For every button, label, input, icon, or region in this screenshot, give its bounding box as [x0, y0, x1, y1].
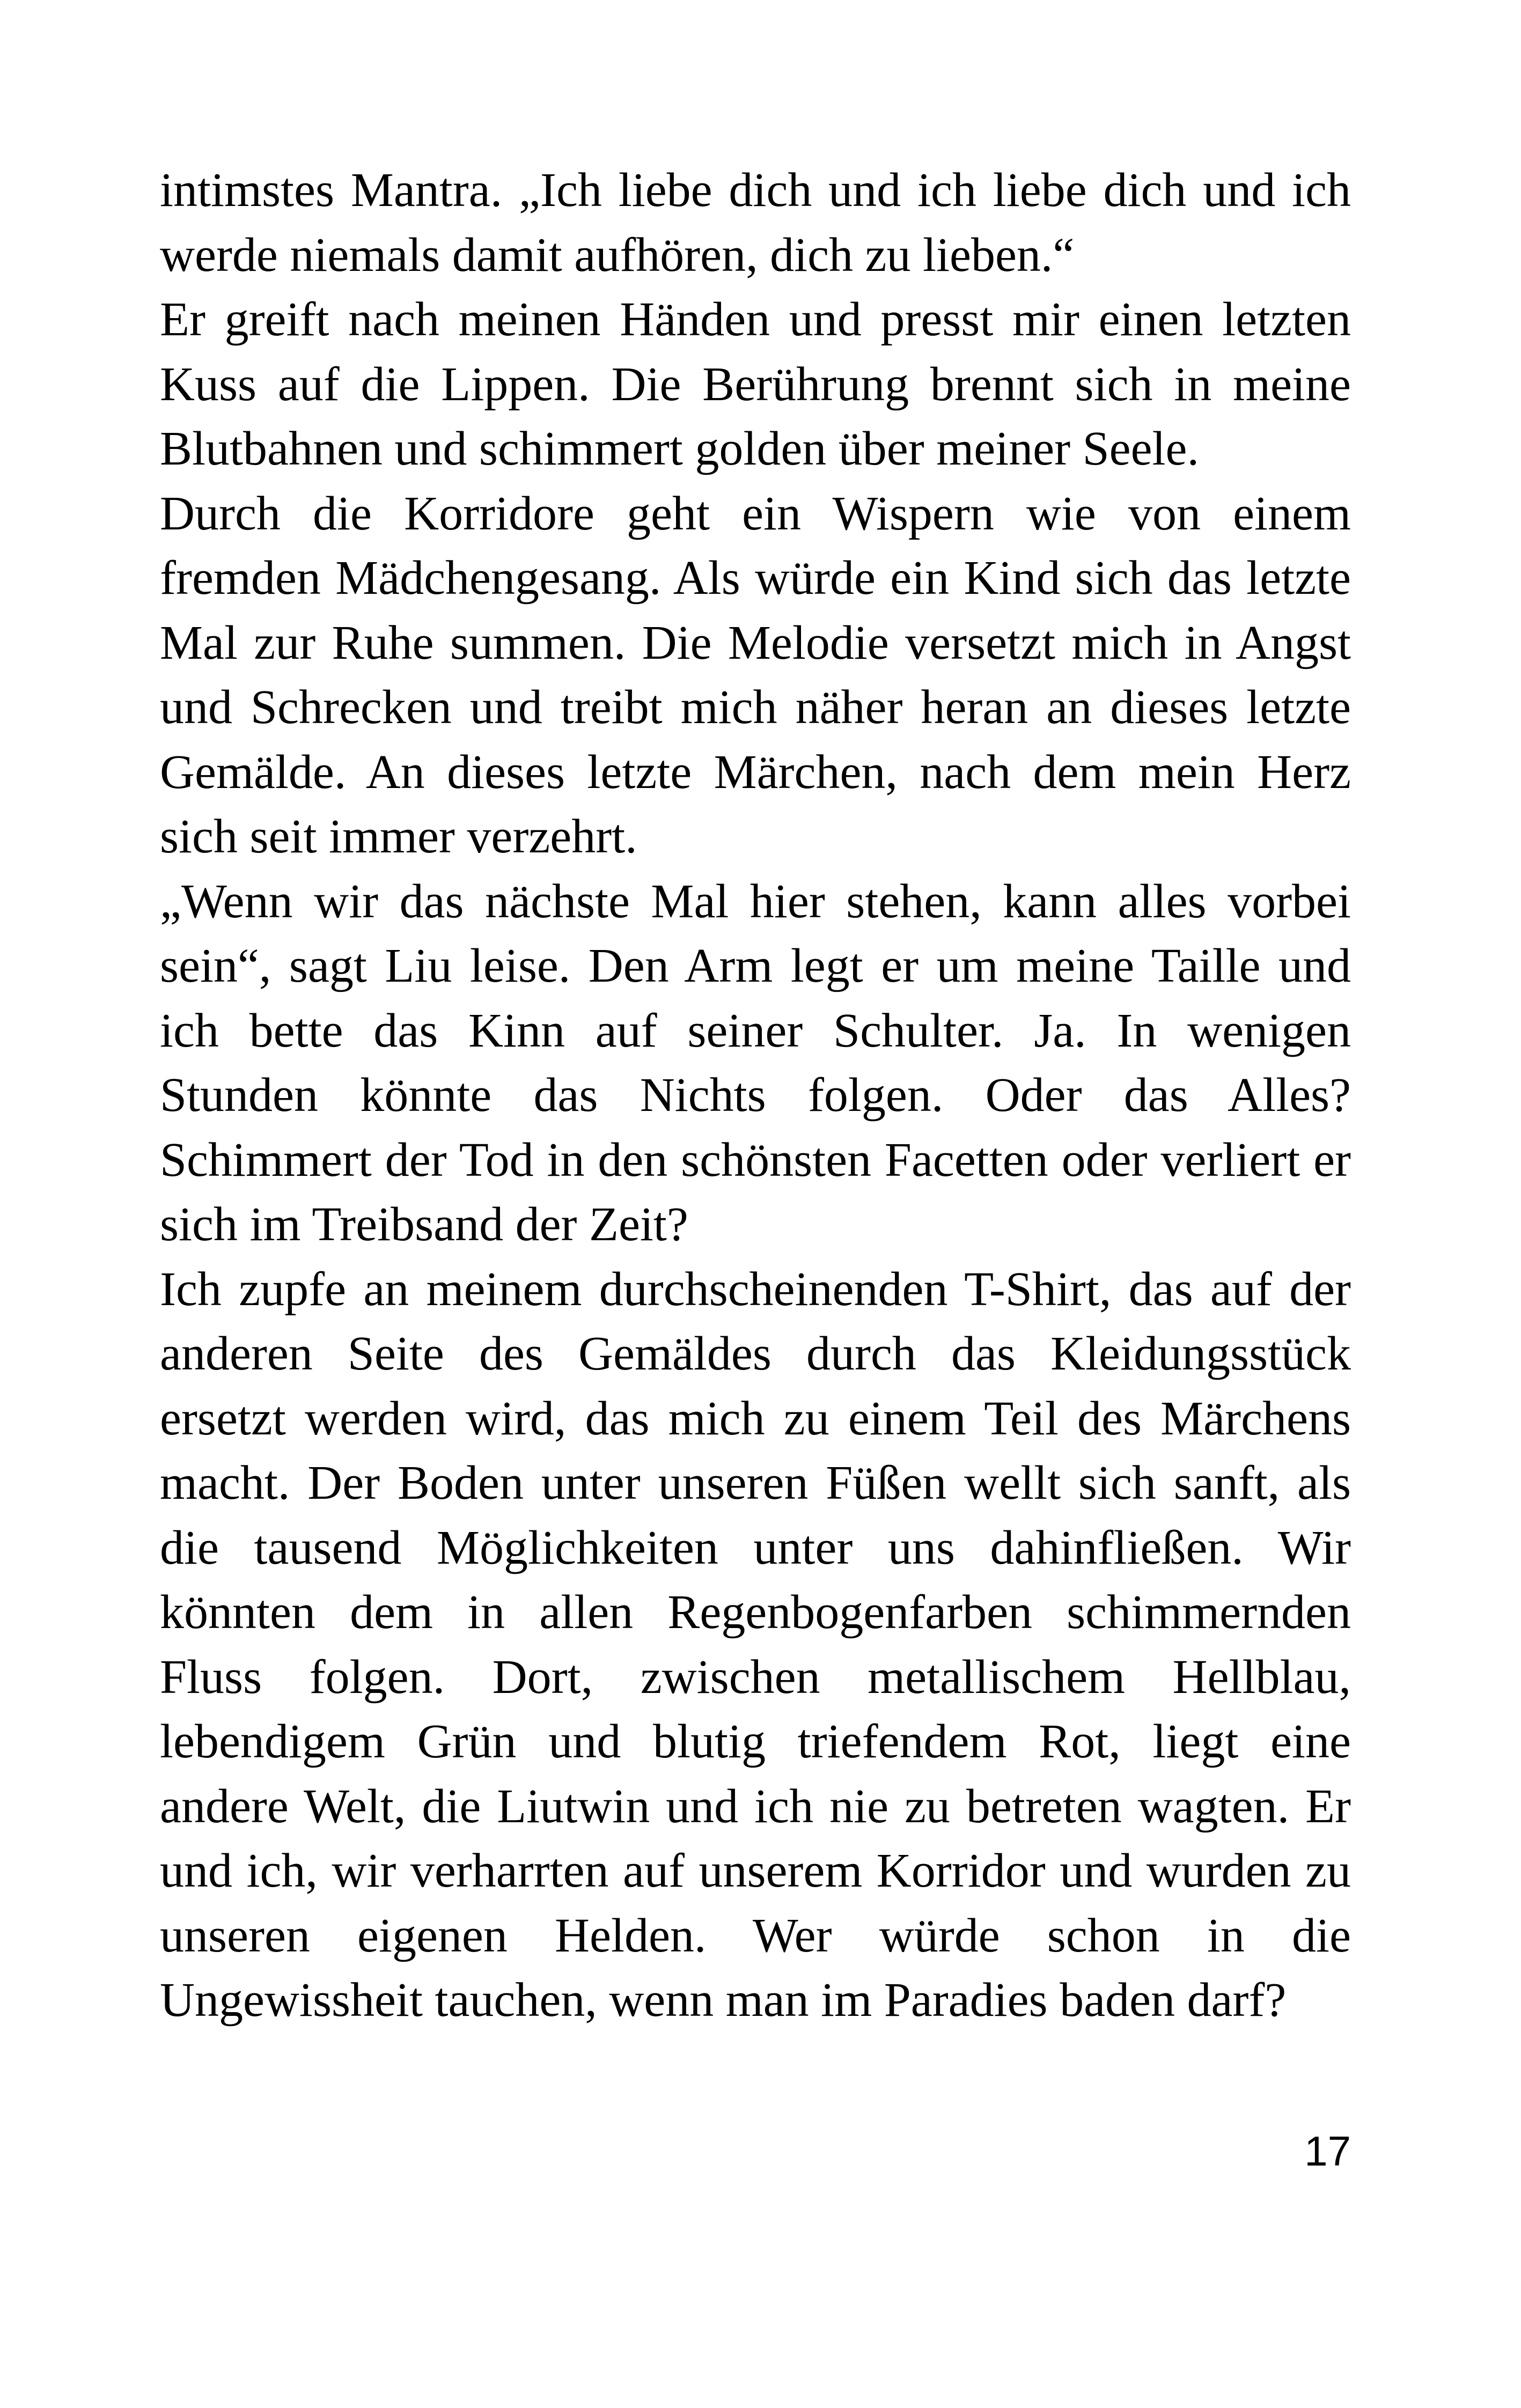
paragraph: intimstes Mantra. „Ich liebe dich und ich liebe dich und ich werde niemals damit aufhören, dich zu lieben.“ — [160, 164, 1351, 282]
body-text — [160, 158, 1351, 2033]
paragraph: Durch die Korridore geht ein Wispern wie von einem fremden Mädchengesang. Als würde ein Kind sich das letzte Mal zur Ruhe summen. Die Melodie versetzt mich in Angst und Schrecken und treibt mich näher heran an dieses letzte Gemälde. An dieses letzte Märchen, nach dem mein Herz sich seit immer verzehrt. — [160, 487, 1351, 863]
paragraph: Ich zupfe an meinem durchscheinenden T-Shirt, das auf der anderen Seite des Gemäldes durch das Kleidungsstück ersetzt werden wird, das mich zu einem Teil des Märchens macht. Der Boden unter unseren Füßen wellt sich sanft, als die tausend Möglichkeiten unter uns dahinfließen. Wir könnten dem in allen Regenbogenfarben schimmernden Fluss folgen. Dort, zwischen metallischem Hellblau, lebendigem Grün und blutig triefendem Rot, liegt eine andere Welt, die Liutwin und ich nie zu betreten wagten. Er und ich, wir verharrten auf unserem Korridor und wurden zu unseren eigenen Helden. Wer würde schon in die Ungewissheit tauchen, wenn man im Paradies baden darf? — [160, 1262, 1351, 2027]
page-number: 17 — [1304, 2127, 1351, 2175]
paragraph: „Wenn wir das nächste Mal hier stehen, kann alles vorbei sein“, sagt Liu leise. Den Arm legt er um meine Taille und ich bette das Kinn auf seiner Schulter. Ja. In wenigen Stunden könnte das Nichts folgen. Oder das Alles? Schimmert der Tod in den schönsten Facetten oder verliert er sich im Treibsand der Zeit? — [160, 874, 1351, 1251]
paragraph: Er greift nach meinen Händen und presst mir einen letzten Kuss auf die Lippen. Die Berührung brennt sich in meine Blutbahnen und schimmert golden über meiner Seele. — [160, 293, 1351, 475]
